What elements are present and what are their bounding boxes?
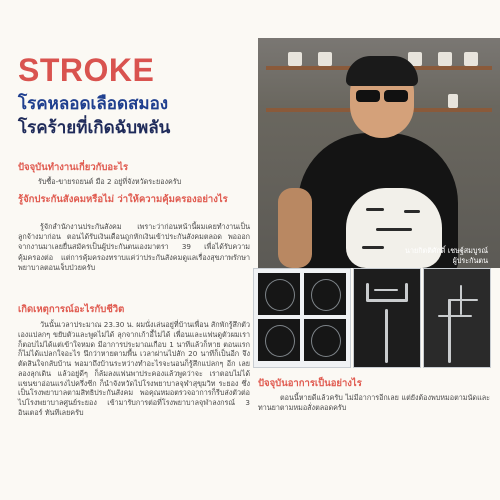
angiogram-film-side bbox=[423, 268, 491, 368]
section-job-heading: ปัจจุบันทำงานเกี่ยวกับอะไร bbox=[18, 162, 129, 173]
portrait-photo bbox=[258, 38, 500, 268]
article-subtitle-disease: โรคหลอดเลือดสมอง bbox=[18, 94, 169, 114]
tattooed-arm bbox=[278, 188, 312, 268]
photo-caption-name: นายกิตติศักดิ์ เชษฐ์สมบูรณ์ bbox=[405, 246, 488, 255]
section-insurance-body: รู้จักสำนักงานประกันสังคม เพราะว่าก่อนหน้านี้ผมเคยทำงานเป็นลูกจ้างมาก่อน ตอนได้รับเงินเดือนถูกหักเงินเข้าประกันสังคมตลอด พอออกจากงานมาเลยยื่นสมัครเป็นผู้ประกันตนเองมาตรา 39 เพื่อได้รับความคุ้มครองต่อ แต่การคุ้มครองทราบแค่ว่าประกันสังคมดูแลเรื่องสุขภาพรักษาพยาบาลตอนเจ็บป่วยครับ bbox=[18, 222, 250, 272]
section-job-body: รับซื้อ-ขายรถยนต์ มือ 2 อยู่ที่จังหวัดระยองครับ bbox=[38, 177, 182, 186]
shelf-jar bbox=[438, 52, 452, 66]
shelf-jar bbox=[464, 52, 478, 66]
article-title: STROKE bbox=[18, 52, 155, 88]
mri-film bbox=[253, 268, 351, 368]
section-incident-heading: เกิดเหตุการณ์อะไรกับชีวิต bbox=[18, 304, 125, 315]
section-incident-body: วันนั้นเวลาประมาณ 23.30 น. ผมนั่งเล่นอยู่ที่บ้านเพื่อน สักพักรู้สึกตัวเองแปลกๆ ขยับตัวและพูดไม่ได้ ลุกจากเก้าอี้ไม่ได้ เพื่อนและแฟนดูตัวผมเราก็ตอบไม่ได้แต่เข้าใจหมด มีอาการประมาณเกือบ 1 นาทีแล้วก็หาย ตอนแรกก็ไม่ได้แปลกใจอะไร นึกว่าหายตามพื้น เวลาผ่านไปสัก 20 นาทีก็เป็นอีก จึงตัดสินใจกลับบ้าน พอมาถึงบ้านระหว่างทำอะไรจะนอนก็รู้สึกแปลกๆ อีก เลยลองลุกเดิน แล้วอยู่ดีๆ ก็ล้มลงแฟนพาประคองแล้วพูดว่าจะ เราตอบไม่ได้ แขนขาอ่อนแรงไปครึ่งซีก ก็นำจังหวัดไปโรงพยาบาลจุฬาสุขุมวิท ระยอง ซึ่งเป็นโรงพยาบาลตามสิทธิประกันสังคม พอคุณหมอตรวจอาการก็รีบส่งตัวต่อไปโรงพยาบาลศูนย์ระยอง เข้ามารับการต่อที่โรงพยาบาลจุฬาลงกรณ์ 3 อินเตอร์ ทันทีเลยครับ bbox=[18, 320, 250, 418]
brain-scan-films bbox=[253, 268, 489, 366]
sunglasses-icon bbox=[354, 90, 410, 102]
shelf-jar bbox=[318, 52, 332, 66]
article-subtitle-sudden: โรคร้ายที่เกิดฉับพลัน bbox=[18, 118, 171, 138]
photo-caption-role: ผู้ประกันตน bbox=[452, 256, 488, 265]
section-current-body: ตอนนี้หายดีแล้วครับ ไม่มีอาการอีกเลย แต่ยังต้องพบหมอตามนัดและทานยาตามหมอสั่งตลอดครับ bbox=[258, 393, 490, 413]
shelf-jar bbox=[448, 94, 458, 108]
section-current-heading: ปัจจุบันอาการเป็นอย่างไร bbox=[258, 378, 362, 389]
section-insurance-heading: รู้จักประกันสังคมหรือไม่ ว่าให้ความคุ้มครองอย่างไร bbox=[18, 194, 228, 205]
shelf-jar bbox=[288, 52, 302, 66]
angiogram-film-front bbox=[353, 268, 421, 368]
man-hair bbox=[346, 56, 418, 86]
